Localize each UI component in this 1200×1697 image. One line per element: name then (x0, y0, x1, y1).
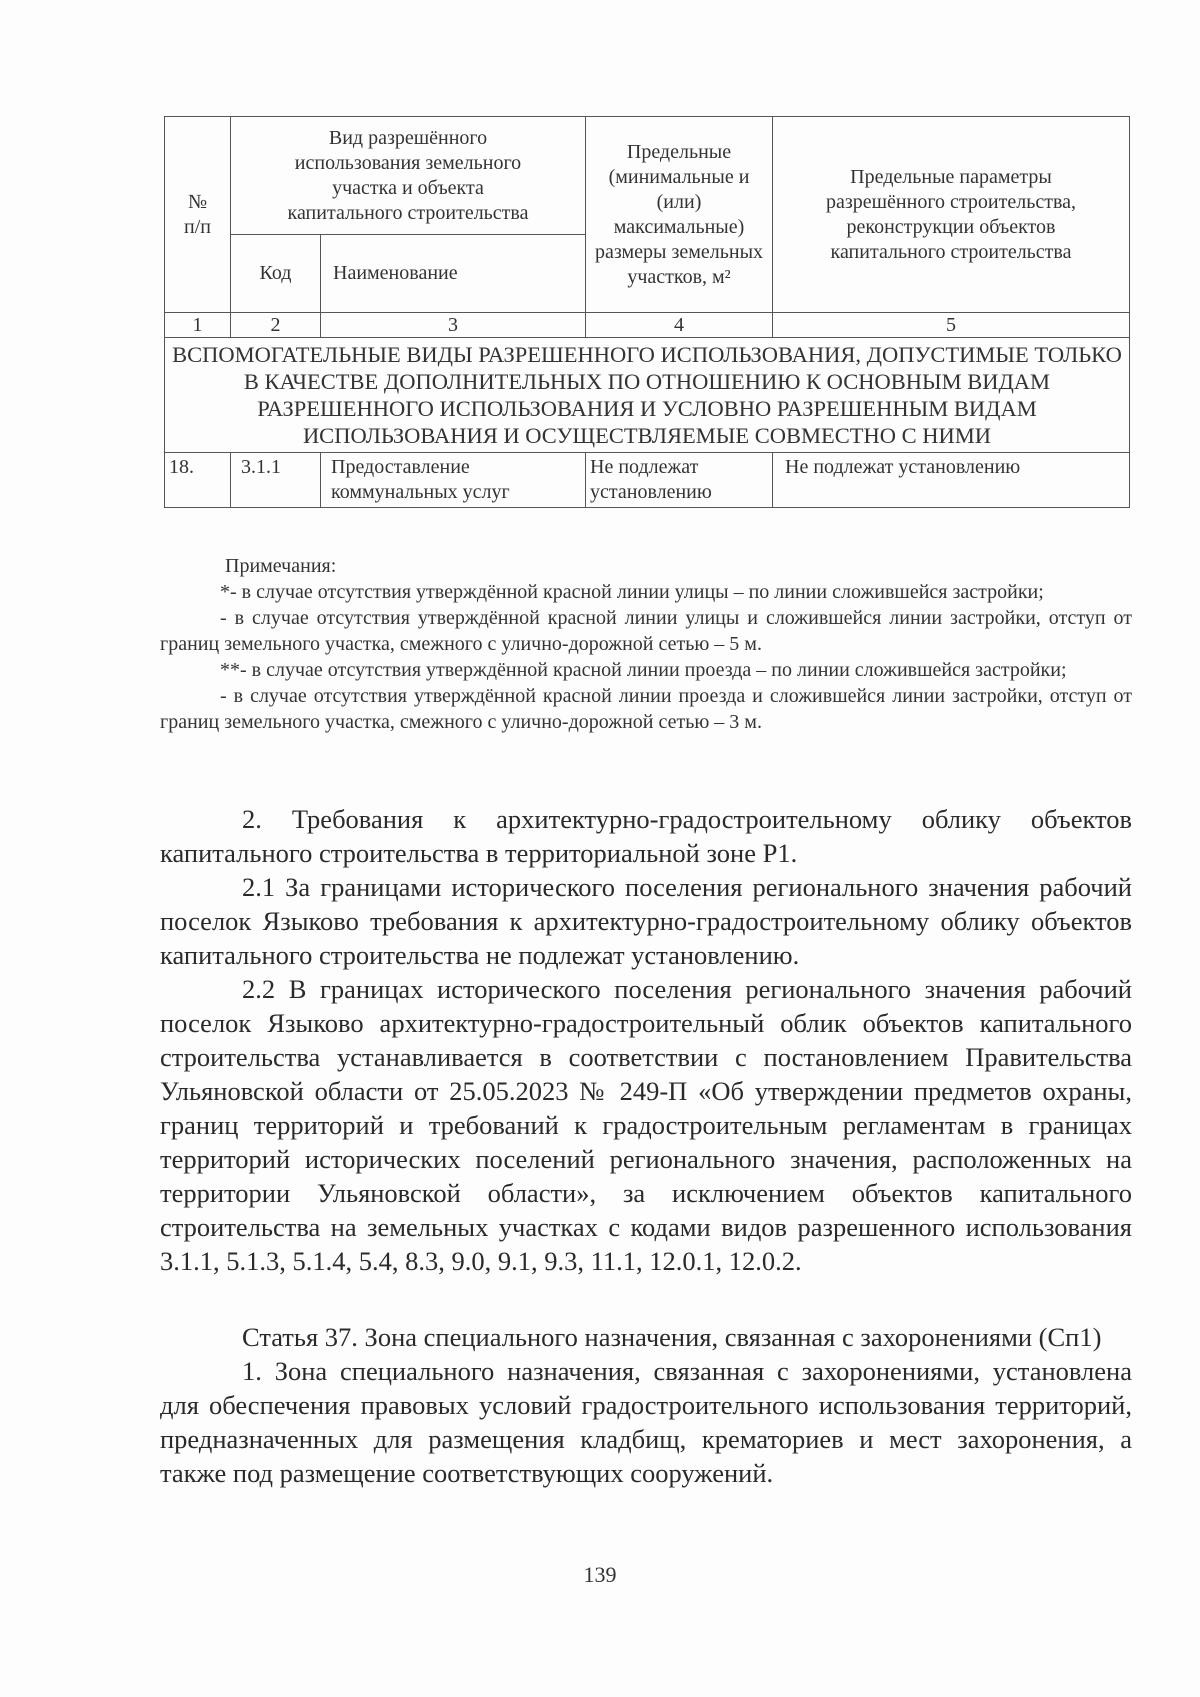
col-num-2: 2 (231, 313, 321, 338)
row-sizes: Не подлежат установлению (586, 453, 773, 508)
article-title: Статья 37. Зона специального назначения, связанная с захоронениями (Сп1) (242, 1322, 1102, 1352)
article-paragraph: 1. Зона специального назначения, связанная с захоронениями, установлена для обеспечения правовых условий градостроительного использования территорий, предназначенных для размещения кладбищ, крематориев и мест захоронения, а также под размещение соответствующих сооружений. (160, 1356, 1132, 1488)
note-item: - в случае отсутствия утверждённой красной линии улицы и сложившейся линии застройки, отступ от границ земельного участка, смежного с улично-дорожной сетью – 5 м. (160, 607, 1132, 655)
header-vid: Вид разрешённого использования земельного участка и объекта капитального строительства (231, 117, 586, 235)
paragraph: 2.1 За границами исторического поселения регионального значения рабочий поселок Языково требования к архитектурно-градостроительному облику объектов капитального строительства не подлежат установлению. (160, 872, 1132, 970)
header-num: № п/п (165, 117, 231, 313)
col-num-5: 5 (773, 313, 1130, 338)
header-params: Предельные параметры разрешённого строительства, реконструкции объектов капитального строительства (773, 117, 1130, 313)
row-params: Не подлежат установлению (773, 453, 1130, 508)
note-item: *- в случае отсутствия утверждённой красной линии улицы – по линии сложившейся застройки; (220, 581, 1044, 603)
regulations-table (164, 116, 1130, 508)
section-title: ВСПОМОГАТЕЛЬНЫЕ ВИДЫ РАЗРЕШЕННОГО ИСПОЛЬЗОВАНИЯ, ДОПУСТИМЫЕ ТОЛЬКО В КАЧЕСТВЕ ДОПОЛНИТЕЛЬНЫХ ПО ОТНОШЕНИЮ К ОСНОВНЫМ ВИДАМ РАЗРЕШЕННОГО ИСПОЛЬЗОВАНИЯ И УСЛОВНО РАЗРЕШЕННЫМ ВИДАМ ИСПОЛЬЗОВАНИЯ И ОСУЩЕСТВЛЯЕМЫЕ СОВМЕСТНО С НИМИ (165, 338, 1130, 453)
paragraph: 2. Требования к архитектурно-градостроительному облику объектов капитального строительства в территориальной зоне Р1. (160, 804, 1132, 868)
col-num-4: 4 (586, 313, 773, 338)
note-item: - в случае отсутствия утверждённой красной линии проезда и сложившейся линии застройки, отступ от границ земельного участка, смежного с улично-дорожной сетью – 3 м. (160, 685, 1132, 733)
row-num: 18. (165, 453, 231, 508)
note-item: **- в случае отсутствия утверждённой красной линии проезда – по линии сложившейся застройки; (220, 659, 1067, 681)
header-code: Код (231, 235, 321, 313)
row-code: 3.1.1 (231, 453, 321, 508)
body-paragraphs (160, 802, 1132, 1278)
paragraph: 2.2 В границах исторического поселения регионального значения рабочий поселок Языково архитектурно-градостроительный облик объектов капитального строительства устанавливается в соответствии с постановлением Правительства Ульяновской области от 25.05.2023 № 249-П «Об утверждении предметов охраны, границ территорий и требований к градостроительным регламентам в границах территорий исторических поселений регионального значения, расположенных на территории Ульяновской области», за исключением объектов капитального строительства на земельных участках с кодами видов разрешенного использования 3.1.1, 5.1.3, 5.1.4, 5.4, 8.3, 9.0, 9.1, 9.3, 11.1, 12.0.1, 12.0.2. (160, 974, 1132, 1276)
page-number: 139 (583, 1562, 617, 1587)
col-num-3: 3 (321, 313, 586, 338)
header-sizes: Предельные (минимальные и (или) максимальные) размеры земельных участков, м² (586, 117, 773, 313)
col-num-1: 1 (165, 313, 231, 338)
notes (160, 553, 1132, 735)
header-name: Наименование (321, 235, 586, 313)
row-name: Предоставление коммунальных услуг (321, 453, 586, 508)
notes-heading: Примечания: (225, 555, 337, 577)
article-section (160, 1320, 1132, 1490)
